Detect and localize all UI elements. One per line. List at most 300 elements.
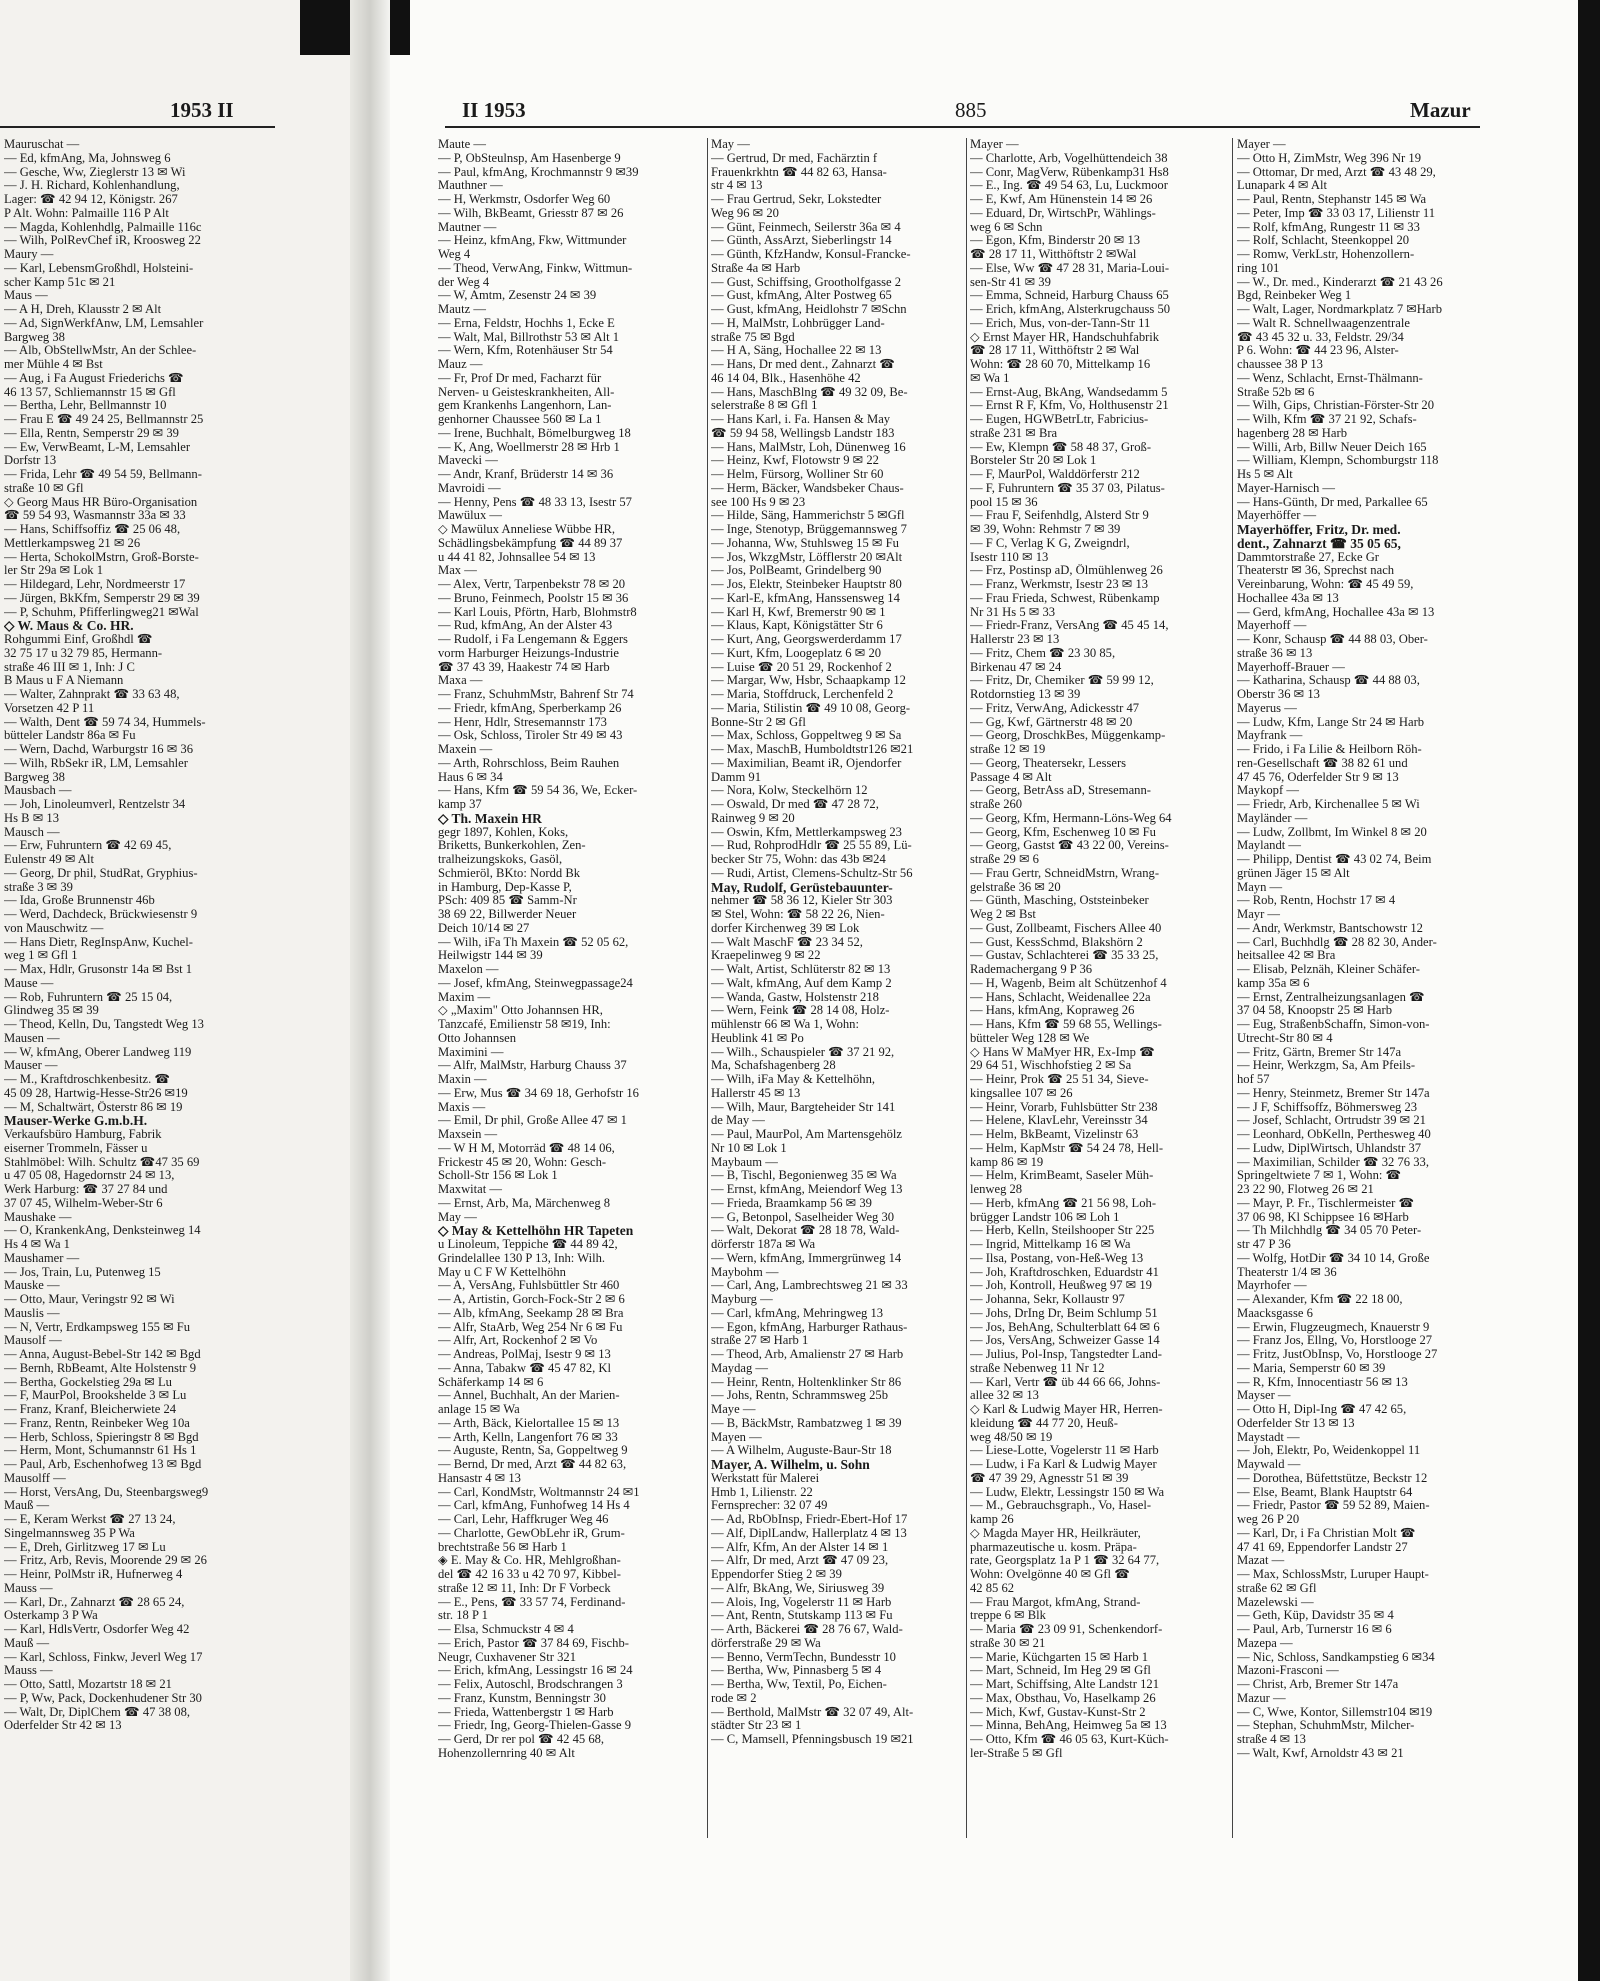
directory-line: — Oswin, Kfm, Mettlerkampsweg 23 — [711, 825, 902, 839]
directory-line: — Klaus, Kapt, Königstätter Str 6 — [711, 619, 883, 633]
directory-line: — Friedr, Ing, Georg-Thielen-Gasse 9 — [438, 1719, 632, 1733]
directory-line: Mayser — — [1237, 1389, 1291, 1403]
directory-line: Werk Harburg: ☎ 37 27 84 und — [4, 1183, 168, 1196]
directory-line: — B, BäckMstr, Rambatzweg 1 ✉ 39 — [711, 1416, 902, 1430]
directory-line: ☎ 43 45 32 u. 33, Feldstr. 29/34 — [1237, 330, 1404, 344]
directory-line: der Weg 4 — [438, 275, 490, 289]
directory-line: — Günth, Masching, Oststeinbeker — [970, 894, 1149, 908]
directory-line: — Paul, Rentn, Stephanstr 145 ✉ Wa — [1237, 193, 1427, 206]
directory-line: — Bertha, Ww, Textil, Po, Eichen- — [711, 1678, 887, 1691]
directory-line: — Herb, Schloss, Spieringstr 8 ✉ Bgd — [4, 1430, 199, 1444]
directory-line: Heublink 41 ✉ Po — [711, 1031, 804, 1045]
directory-line: — Geth, Küp, Davidstr 35 ✉ 4 — [1237, 1609, 1394, 1623]
directory-line: Stahlmöbel: Wilh. Schultz ☎47 35 69 — [4, 1155, 200, 1169]
directory-line: — Ella, Rentn, Semperstr 29 ✉ 39 — [4, 426, 179, 440]
directory-line: ◇ Mawülux Anneliese Wübbe HR, — [438, 523, 615, 536]
directory-line: — Alfr, Dr med, Arzt ☎ 47 09 23, — [711, 1554, 889, 1568]
directory-line: — Ludw, Elektr, Lessingstr 150 ✉ Wa — [970, 1485, 1165, 1499]
column-2 — [438, 138, 703, 1938]
directory-line: gem Krankenhs Langenhorn, Lan- — [438, 399, 612, 413]
directory-line: — Johs, Rentn, Schrammsweg 25b — [711, 1389, 889, 1403]
directory-line: Mausen — — [4, 1031, 60, 1045]
directory-line: — R, Kfm, Innocentiastr 56 ✉ 13 — [1237, 1375, 1408, 1389]
directory-line: — Joh, Elektr, Po, Weidenkoppel 11 — [1237, 1444, 1421, 1458]
directory-line: u Linoleum, Teppiche ☎ 44 89 42, — [438, 1238, 618, 1251]
directory-line: Theaterstr ✉ 36, Sprechst nach — [1237, 564, 1395, 578]
directory-line: — G, Betonpol, Saselheider Weg 30 — [711, 1210, 895, 1224]
directory-line: Wohn: ☎ 28 60 70, Mittelkamp 16 — [970, 358, 1151, 371]
directory-line: — Herb, kfmAng ☎ 21 56 98, Loh- — [970, 1196, 1157, 1210]
directory-line: Briketts, Bunkerkohlen, Zen- — [438, 839, 586, 853]
directory-line: — Arth, Kelln, Langenfort 76 ✉ 33 — [438, 1430, 618, 1444]
directory-line: dent., Zahnarzt ☎ 35 05 65, — [1237, 536, 1401, 551]
directory-line: ◇ W. Maus & Co. HR. — [4, 619, 134, 633]
directory-line: Mayer — — [1237, 138, 1286, 151]
directory-line: rode ✉ 2 — [711, 1691, 757, 1705]
directory-line: — Benno, VermTechn, Bundesstr 10 — [711, 1650, 896, 1664]
directory-line: — Maria ☎ 23 09 91, Schenkendorf- — [970, 1623, 1163, 1636]
directory-line: — Alfr, MalMstr, Harburg Chauss 37 — [438, 1059, 627, 1073]
directory-line: dörferstraße 29 ✉ Wa — [711, 1636, 821, 1650]
directory-line: — Conr, MagVerw, Rübenkamp31 Hs8 — [970, 165, 1169, 179]
directory-line: Maykopf — — [1237, 784, 1299, 798]
directory-line: Mausch — — [4, 825, 60, 839]
directory-line: — Inge, Stenotyp, Brüggemannsweg 7 — [711, 523, 907, 536]
directory-line: Oderfelder Str 42 ✉ 13 — [4, 1719, 122, 1733]
directory-line: — Fritz, JustObInsp, Vo, Horstlooge 27 — [1237, 1348, 1438, 1361]
directory-line: treppe 6 ✉ Blk — [970, 1609, 1046, 1623]
directory-line: — W., Dr. med., Kinderarzt ☎ 21 43 26 — [1237, 275, 1443, 289]
directory-line: scher Kamp 51c ✉ 21 — [4, 275, 116, 289]
directory-line: — Kurt, Kfm, Loogeplatz 6 ✉ 20 — [711, 646, 882, 660]
directory-line: — Aug, i Fa August Friederichs ☎ — [4, 371, 184, 385]
directory-line: kamp 37 — [438, 798, 482, 811]
directory-line: ☎ 59 54 93, Wasmannstr 33a ✉ 33 — [4, 509, 186, 523]
column-rule — [1232, 138, 1233, 1838]
directory-line: — Hans Karl, i. Fa. Hansen & May — [711, 413, 891, 426]
directory-line: — Frau Gertrud, Sekr, Lokstedter — [711, 193, 882, 206]
directory-line: Weg 2 ✉ Bst — [970, 908, 1036, 921]
directory-line: — Erich, Mus, von-der-Tann-Str 11 — [970, 316, 1151, 330]
directory-line: Glindweg 35 ✉ 39 — [4, 1004, 99, 1018]
directory-line: Mauthner — — [438, 179, 503, 193]
directory-line: 46 13 57, Schliemannstr 15 ✉ Gfl — [4, 385, 176, 399]
directory-line: Mauß — — [4, 1636, 50, 1650]
directory-line: — Karl, Dr., Zahnarzt ☎ 28 65 24, — [4, 1595, 185, 1609]
directory-line: — Henry, Steinmetz, Bremer Str 147a — [1237, 1086, 1430, 1100]
directory-line: — Ida, Große Brunnenstr 46b — [4, 894, 155, 908]
directory-line: Otto Johannsen — [438, 1031, 517, 1045]
directory-line: Mayerhöffer — — [1237, 509, 1317, 523]
directory-line: — Helm, KrimBeamt, Saseler Müh- — [970, 1169, 1154, 1183]
directory-line: 37 07 45, Wilhelm-Weber-Str 6 — [4, 1196, 163, 1210]
directory-line: — B, Tischl, Begonienweg 35 ✉ Wa — [711, 1169, 897, 1183]
directory-line: ◇ Georg Maus HR Büro-Organisation — [4, 495, 198, 509]
directory-line: — Hildegard, Lehr, Nordmeerstr 17 — [4, 578, 186, 591]
directory-line: — Herm, Mont, Schumannstr 61 Hs 1 — [4, 1444, 197, 1458]
directory-line: — K, Ang, Woellmerstr 28 ✉ Hrb 1 — [438, 440, 620, 454]
directory-line: — Hans, Dr med dent., Zahnarzt ☎ — [711, 358, 895, 371]
directory-line: Mayer, A. Wilhelm, u. Sohn — [711, 1458, 870, 1472]
directory-line: Mayen — — [711, 1430, 762, 1444]
column-3 — [711, 138, 963, 1938]
directory-line: Maximini — — [438, 1045, 504, 1059]
column-1 — [4, 138, 276, 1938]
directory-line: — Emma, Schneid, Harburg Chauss 65 — [970, 289, 1169, 303]
directory-line: u 47 05 08, Hagedornstr 24 ✉ 13, — [4, 1169, 175, 1183]
directory-line: — Rud, kfmAng, An der Alster 43 — [438, 619, 613, 633]
directory-line: Mawülux — — [438, 509, 503, 523]
directory-line: — Paul, kfmAng, Krochmannstr 9 ✉39 — [438, 165, 639, 179]
directory-line: — Georg, Theatersekr, Lessers — [970, 756, 1127, 770]
directory-line: brechtstraße 56 ✉ Harb 1 — [438, 1540, 567, 1554]
directory-line: — Ludw, Kfm, Lange Str 24 ✉ Harb — [1237, 715, 1425, 729]
directory-line: — Jos, Train, Lu, Putenweg 15 — [4, 1265, 161, 1279]
directory-line: Bargweg 38 — [4, 770, 65, 784]
directory-line: Hallerstr 23 ✉ 13 — [970, 633, 1060, 646]
directory-line: — Max, Hdlr, Grusonstr 14a ✉ Bst 1 — [4, 963, 193, 976]
directory-line: Nerven- u Geisteskrankheiten, All- — [438, 385, 615, 399]
directory-line: — Rob, Rentn, Hochstr 17 ✉ 4 — [1237, 894, 1396, 908]
directory-line: — Wilh., Schauspieler ☎ 37 21 92, — [711, 1045, 895, 1059]
directory-line: dörferstr 187a ✉ Wa — [711, 1238, 816, 1251]
directory-line: Maxein — — [438, 743, 493, 756]
directory-line: Weg 4 — [438, 248, 471, 261]
directory-line: — Bertha, Lehr, Bellmannstr 10 — [4, 399, 167, 413]
directory-line: — Eduard, Dr, WirtschPr, Wählings- — [970, 206, 1156, 220]
directory-line: — Eugen, HGWBetrLtr, Fabricius- — [970, 413, 1149, 426]
directory-line: — Ernst-Aug, BkAng, Wandsedamm 5 — [970, 385, 1168, 399]
directory-line: — Ingrid, Mittelkamp 16 ✉ Wa — [970, 1238, 1131, 1251]
directory-line: Isestr 110 ✉ 13 — [970, 550, 1049, 564]
directory-line: — Gust, Zollbeamt, Fischers Allee 40 — [970, 921, 1162, 935]
left-header-rule — [0, 126, 275, 128]
directory-line: Kraepelinweg 9 ✉ 22 — [711, 949, 821, 963]
directory-line: kingsallee 107 ✉ 26 — [970, 1086, 1073, 1100]
directory-line: Maushake — — [4, 1210, 72, 1224]
directory-line: — Max, Obsthau, Vo, Haselkamp 26 — [970, 1691, 1156, 1705]
directory-line: — Alfr, StaArb, Weg 254 Nr 6 ✉ Fu — [438, 1320, 623, 1334]
directory-line: — E, Keram Werkst ☎ 27 13 24, — [4, 1513, 176, 1526]
directory-line: — F, MaurPol, Walddörferstr 212 — [970, 468, 1140, 481]
directory-line: kamp 26 — [970, 1513, 1014, 1526]
directory-line: Mazat — — [1237, 1554, 1285, 1568]
directory-line: ◈ E. May & Co. HR, Mehlgroßhan- — [438, 1554, 621, 1568]
directory-line: — O, KrankenkAng, Denksteinweg 14 — [4, 1224, 201, 1238]
directory-line: — Jos, PolBeamt, Grindelberg 90 — [711, 564, 882, 578]
directory-line: — Paul, Arb, Turnerstr 16 ✉ 6 — [1237, 1623, 1392, 1636]
directory-line: — Alois, Ing, Vogelerstr 11 ✉ Harb — [711, 1595, 892, 1609]
directory-line: — Paul, Arb, Eschenhofweg 13 ✉ Bgd — [4, 1458, 202, 1471]
directory-line: — Karl, Vertr ☎ üb 44 66 66, Johns- — [970, 1375, 1161, 1389]
directory-line: Scholl-Str 156 ✉ Lok 1 — [438, 1169, 558, 1183]
directory-line: Bargweg 38 — [4, 330, 65, 344]
directory-line: — Ludw, Zollbmt, Im Winkel 8 ✉ 20 — [1237, 825, 1427, 839]
directory-line: Maylandt — — [1237, 839, 1302, 853]
directory-line: Mauske — — [4, 1279, 60, 1293]
directory-line: weg 26 P 20 — [1237, 1513, 1300, 1526]
directory-line: — Friedr, kfmAng, Sperberkamp 26 — [438, 701, 622, 715]
directory-line: — Josef, kfmAng, Steinwegpassage24 — [438, 976, 633, 990]
directory-line: — Hilde, Säng, Hammerichstr 5 ✉Gfl — [711, 509, 905, 523]
directory-line: — Bertha, Gockelstieg 29a ✉ Lu — [4, 1375, 172, 1389]
directory-line: — E, Kwf, Am Hünenstein 14 ✉ 26 — [970, 193, 1153, 206]
directory-line: ren-Gesellschaft ☎ 38 82 61 und — [1237, 756, 1408, 770]
directory-line: vorm Harburger Heizungs-Industrie — [438, 646, 619, 660]
directory-line: Maushamer — — [4, 1251, 80, 1265]
directory-line: — Wilh, iFa May & Kettelhöhn, — [711, 1073, 876, 1086]
directory-line: — Theod, VerwAng, Finkw, Wittmun- — [438, 261, 633, 275]
directory-line: weg 1 ✉ Gfl 1 — [4, 949, 78, 963]
directory-line: becker Str 75, Wohn: das 43b ✉24 — [711, 853, 886, 866]
directory-line: brügger Landstr 106 ✉ Loh 1 — [970, 1210, 1120, 1224]
directory-line: Wohn: Ovelgönne 40 ✉ Gfl ☎ — [970, 1568, 1130, 1581]
directory-line: Vereinbarung, Wohn: ☎ 45 49 59, — [1237, 578, 1414, 591]
directory-line: — Erich, kfmAng, Lessingstr 16 ✉ 24 — [438, 1664, 633, 1678]
directory-line: — Elisab, Pelznäh, Kleiner Schäfer- — [1237, 963, 1420, 976]
directory-line: — Luise ☎ 20 51 29, Rockenhof 2 — [711, 660, 892, 674]
directory-line: — Frau Frieda, Schwest, Rübenkamp — [970, 591, 1160, 605]
directory-line: Mauz — — [438, 358, 483, 371]
directory-line: — M., Kraftdroschkenbesitz. ☎ — [4, 1073, 171, 1086]
directory-line: — Irene, Buchhalt, Bömelburgweg 18 — [438, 426, 631, 440]
directory-line: — Hans, Kfm ☎ 59 54 36, We, Ecker- — [438, 784, 638, 798]
directory-line: straße 4 ✉ 13 — [1237, 1733, 1306, 1746]
directory-line: — M., Gebrauchsgraph., Vo, Hasel- — [970, 1499, 1152, 1513]
directory-line: PSch: 409 85 ☎ Samm-Nr — [438, 894, 577, 908]
directory-line: — Ad, SignWerkfAnw, LM, Lemsahler — [4, 316, 204, 330]
directory-line: — Max, Schloss, Goppeltweg 9 ✉ Sa — [711, 729, 902, 743]
directory-line: ☎ 59 94 58, Wellingsb Landstr 183 — [711, 426, 895, 440]
directory-line: Vorsetzen 42 P 11 — [4, 701, 95, 715]
directory-line: — Alexander, Kfm ☎ 22 18 00, — [1237, 1293, 1403, 1306]
directory-line: heitsallee 42 ✉ Bra — [1237, 949, 1336, 963]
directory-line: ◇ Karl & Ludwig Mayer HR, Herren- — [970, 1403, 1163, 1416]
directory-line: Maywald — — [1237, 1458, 1301, 1471]
directory-line: Mauser-Werke G.m.b.H. — [4, 1114, 148, 1128]
directory-line: — Heinr, Prok ☎ 25 51 34, Sieve- — [970, 1073, 1149, 1086]
directory-line: — Maximilian, Beamt iR, Ojendorfer — [711, 756, 902, 770]
column-5 — [1237, 138, 1480, 1938]
directory-line: — Jos, Elektr, Steinbeker Hauptstr 80 — [711, 578, 902, 591]
directory-line: — Bernd, Dr med, Arzt ☎ 44 82 63, — [438, 1458, 627, 1471]
directory-line: Eulenstr 49 ✉ Alt — [4, 853, 94, 866]
directory-line: Mautz — — [438, 303, 486, 316]
directory-line: weg 6 ✉ Schn — [970, 220, 1043, 234]
directory-line: Hs 4 ✉ Wa 1 — [4, 1238, 70, 1251]
directory-line: hagenberg 28 ✉ Harb — [1237, 426, 1347, 440]
directory-line: ☎ 47 39 29, Agnesstr 51 ✉ 39 — [970, 1471, 1129, 1485]
directory-line: Springeltwiete 7 ✉ 1, Wohn: ☎ — [1237, 1169, 1402, 1183]
directory-line: — Georg, BetrAss aD, Stresemann- — [970, 784, 1151, 798]
directory-line: Mayländer — — [1237, 811, 1308, 825]
directory-line: — Franz, Kunstm, Benningstr 30 — [438, 1691, 606, 1705]
directory-line: pharmazeutische u. kosm. Präpa- — [970, 1540, 1137, 1554]
directory-line: ◇ „Maxim" Otto Johannsen HR, — [438, 1004, 603, 1018]
directory-line: — Karl H, Kwf, Bremerstr 90 ✉ 1 — [711, 605, 886, 619]
directory-line: — Dorothea, Büfettstütze, Beckstr 12 — [1237, 1471, 1428, 1485]
directory-line: — Erich, Pastor ☎ 37 84 69, Fischb- — [438, 1636, 629, 1650]
directory-line: gegr 1897, Kohlen, Koks, — [438, 825, 569, 839]
directory-line: — Wolfg, HotDir ☎ 34 10 14, Große — [1237, 1251, 1430, 1265]
directory-line: — Else, Beamt, Blank Hauptstr 64 — [1237, 1485, 1413, 1499]
directory-line: — H A, Säng, Hochallee 22 ✉ 13 — [711, 344, 882, 358]
directory-line: — Otto, Maur, Veringstr 92 ✉ Wi — [4, 1293, 175, 1306]
directory-line: Rohgummi Einf, Großhdl ☎ — [4, 633, 153, 646]
directory-line: Maury — — [4, 248, 54, 261]
directory-line: — Frieda, Wattenbergstr 1 ✉ Harb — [438, 1705, 614, 1719]
directory-line: — Wern, Dachd, Warburgstr 16 ✉ 36 — [4, 743, 194, 756]
directory-line: — Leonhard, ObKelln, Perthesweg 40 — [1237, 1128, 1431, 1141]
directory-line: ◇ Ernst Mayer HR, Handschuhfabrik — [970, 330, 1160, 344]
directory-line: Mayn — — [1237, 880, 1283, 894]
directory-line: — E, Dreh, Girlitzweg 17 ✉ Lu — [4, 1540, 166, 1554]
directory-line: — Margar, Ww, Hsbr, Schaapkamp 12 — [711, 674, 906, 688]
directory-line: de May — — [711, 1114, 765, 1128]
directory-line: — N, Vertr, Erdkampsweg 155 ✉ Fu — [4, 1320, 191, 1334]
directory-line: — P, Ww, Pack, Dockenhudener Str 30 — [4, 1691, 202, 1705]
directory-line: — Wilh, BkBeamt, Griesstr 87 ✉ 26 — [438, 206, 624, 220]
directory-line: — Günt, Feinmech, Seilerstr 36a ✉ 4 — [711, 220, 901, 234]
directory-line: pool 15 ✉ 36 — [970, 495, 1038, 509]
directory-line: — Gust, KessSchmd, Blakshörn 2 — [970, 935, 1143, 949]
directory-line: — Maria, Stilistin ☎ 49 10 08, Georg- — [711, 701, 911, 715]
directory-line: — H, MalMstr, Lohbrügger Land- — [711, 316, 885, 330]
directory-line: Theaterstr 1/4 ✉ 36 — [1237, 1265, 1337, 1279]
directory-line: Dammtorstraße 27, Ecke Gr — [1237, 550, 1379, 564]
column-rule — [707, 138, 708, 1838]
directory-line: May — — [438, 1210, 477, 1224]
directory-line: — Erich, kfmAng, Alsterkrugchauss 50 — [970, 303, 1171, 316]
directory-line: — Friedr, Pastor ☎ 59 52 89, Maien- — [1237, 1499, 1430, 1513]
directory-line: — Nic, Schloss, Sandkampstieg 6 ✉34 — [1237, 1650, 1435, 1664]
directory-line: — Herm, Bäcker, Wandsbeker Chaus- — [711, 481, 904, 495]
directory-line: — Gerd, Dr rer pol ☎ 42 45 68, — [438, 1733, 605, 1746]
directory-line: — Johs, DrIng Dr, Beim Schlump 51 — [970, 1306, 1158, 1320]
directory-line: Mausolf — — [4, 1334, 62, 1348]
directory-line: Straße 52b ✉ 6 — [1237, 385, 1315, 399]
directory-line: Lager: ☎ 42 94 12, Königstr. 267 — [4, 193, 178, 206]
directory-line: Nr 10 ✉ Lok 1 — [711, 1141, 787, 1155]
directory-line: straße 10 ✉ Gfl — [4, 481, 84, 495]
directory-line: — Franz, Werkmstr, Isestr 23 ✉ 13 — [970, 578, 1149, 591]
left-page-header: 1953 II — [170, 98, 234, 122]
directory-line: 42 85 62 — [970, 1581, 1015, 1595]
directory-line: — Hans, MalMstr, Loh, Dünenweg 16 — [711, 440, 906, 454]
directory-line: Maye — — [711, 1403, 756, 1416]
directory-line: — Ed, kfmAng, Ma, Johnsweg 6 — [4, 151, 171, 165]
directory-line: — Otto, Kfm ☎ 46 05 63, Kurt-Küch- — [970, 1733, 1169, 1746]
directory-line: — Theod, Kelln, Du, Tangstedt Weg 13 — [4, 1018, 204, 1031]
directory-line: — Herb, Kelln, Steilshooper Str 225 — [970, 1224, 1155, 1238]
directory-line: — Nora, Kolw, Steckelhörn 12 — [711, 784, 868, 798]
directory-line: Maacksgasse 6 — [1237, 1306, 1313, 1320]
directory-line: — C, Mamsell, Pfenningsbusch 19 ✉21 — [711, 1733, 914, 1746]
directory-line: Tanzcafé, Emilienstr 58 ✉19, Inh: — [438, 1018, 611, 1031]
directory-line: Osterkamp 3 P Wa — [4, 1609, 98, 1623]
directory-line: — Gg, Kwf, Gärtnerstr 48 ✉ 20 — [970, 715, 1133, 729]
directory-line: — Kurt, Ang, Georgswerderdamm 17 — [711, 633, 902, 646]
directory-line: — Ad, RbObInsp, Friedr-Ebert-Hof 17 — [711, 1513, 908, 1526]
directory-line: — Arth, Rohrschloss, Beim Rauhen — [438, 756, 620, 770]
directory-line: — Horst, VersAng, Du, Steenbargsweg9 — [4, 1485, 209, 1499]
page-number: 885 — [955, 98, 987, 122]
directory-line: 47 45 76, Oderfelder Str 9 ✉ 13 — [1237, 770, 1399, 784]
directory-line: — Alfr, Kfm, An der Alster 14 ✉ 1 — [711, 1540, 889, 1554]
directory-line: Verkaufsbüro Hamburg, Fabrik — [4, 1128, 162, 1141]
directory-line: Maxis — — [438, 1100, 486, 1114]
directory-line: — P, Schuhm, Pfifferlingweg21 ✉Wal — [4, 605, 199, 619]
directory-line: eiserner Trommeln, Fässer u — [4, 1141, 148, 1155]
directory-line: — Mich, Kwf, Gustav-Kunst-Str 2 — [970, 1705, 1146, 1719]
directory-line: Mauser — — [4, 1059, 58, 1073]
directory-line: Max — — [438, 564, 477, 578]
directory-line: — Willi, Arb, Billw Neuer Deich 165 — [1237, 440, 1427, 454]
directory-line: — Wern, kfmAng, Immergrünweg 14 — [711, 1251, 902, 1265]
directory-line: — Friedr-Franz, VersAng ☎ 45 45 14, — [970, 619, 1169, 633]
directory-line: — Carl, KondMstr, Woltmannstr 24 ✉1 — [438, 1485, 640, 1499]
directory-line: Mautner — — [438, 220, 497, 234]
directory-line: — Walt, Dekorat ☎ 28 18 78, Wald- — [711, 1224, 900, 1238]
directory-line: 32 75 17 u 32 79 85, Hermann- — [4, 646, 163, 660]
directory-line: — Josef, Schlacht, Ortrudstr 39 ✉ 21 — [1237, 1114, 1426, 1128]
directory-line: grünen Jäger 15 ✉ Alt — [1237, 866, 1350, 880]
directory-line: — Johanna, Sekr, Kollaustr 97 — [970, 1293, 1125, 1306]
directory-line: Maystadt — — [1237, 1430, 1300, 1444]
directory-line: straße 12 ✉ 19 — [970, 743, 1046, 756]
directory-line: — Frau Gertr, SchneidMstrn, Wrang- — [970, 866, 1160, 880]
directory-line: Maus — — [4, 289, 48, 303]
directory-line: straße 3 ✉ 39 — [4, 880, 73, 894]
directory-line: — Rob, Fuhruntern ☎ 25 15 04, — [4, 990, 173, 1004]
directory-line: rate, Georgsplatz 1a P 1 ☎ 32 64 77, — [970, 1554, 1160, 1568]
directory-line: Hochallee 43a ✉ 13 — [1237, 591, 1339, 605]
directory-line: — Carl, Buchhdlg ☎ 28 82 30, Ander- — [1237, 935, 1437, 949]
directory-line: — Bruno, Feinmech, Poolstr 15 ✉ 36 — [438, 591, 629, 605]
directory-line: — Ludw, DiplWirtsch, Uhlandstr 37 — [1237, 1141, 1422, 1155]
column-4 — [970, 138, 1229, 1938]
directory-line: 38 69 22, Billwerder Neuer — [438, 908, 577, 921]
directory-line: ler-Straße 5 ✉ Gfl — [970, 1746, 1063, 1760]
directory-line: Oberstr 36 ✉ 13 — [1237, 688, 1320, 701]
directory-line: — Karl, Dr, i Fa Christian Molt ☎ — [1237, 1526, 1416, 1540]
directory-line: — Maximilian, Schilder ☎ 32 76 33, — [1237, 1155, 1429, 1169]
directory-line: — Walt, Dr, DiplChem ☎ 47 38 08, — [4, 1705, 191, 1719]
directory-line: P 6. Wohn: ☎ 44 23 96, Alster- — [1237, 344, 1399, 358]
directory-line: — W, Amtm, Zesenstr 24 ✉ 39 — [438, 289, 597, 303]
directory-line: Hallerstr 45 ✉ 13 — [711, 1086, 801, 1100]
directory-line: — Alfr, BkAng, We, Siriusweg 39 — [711, 1581, 885, 1595]
directory-line: — Erw, Fuhruntern ☎ 42 69 45, — [4, 839, 172, 853]
directory-line: — Friedr, Arb, Kirchenallee 5 ✉ Wi — [1237, 798, 1420, 811]
directory-line: — Ottomar, Dr med, Arzt ☎ 43 48 29, — [1237, 165, 1436, 179]
directory-line: straße 36 ✉ 13 — [1237, 646, 1313, 660]
directory-line: — W H M, Motorräd ☎ 48 14 06, — [438, 1141, 615, 1155]
directory-line: — Heinz, Kwf, Flotowstr 9 ✉ 22 — [711, 454, 879, 468]
directory-line: in Hamburg, Dep-Kasse P, — [438, 880, 572, 894]
directory-line: — Egon, kfmAng, Harburger Rathaus- — [711, 1320, 908, 1334]
directory-line: — Herta, SchokolMstrn, Groß-Borste- — [4, 550, 199, 564]
directory-line: — Rudi, Artist, Clemens-Schultz-Str 56 — [711, 866, 913, 880]
directory-line: weg 48/50 ✉ 19 — [970, 1430, 1053, 1444]
directory-line: ring 101 — [1237, 261, 1280, 275]
directory-line: Hansastr 4 ✉ 13 — [438, 1471, 521, 1485]
directory-line: — Karl, Schloss, Finkw, Jeverl Weg 17 — [4, 1650, 203, 1664]
directory-line: — Max, SchlossMstr, Luruper Haupt- — [1237, 1568, 1429, 1581]
directory-line: — Max, MaschB, Humboldtstr126 ✉21 — [711, 743, 914, 756]
directory-line: — Franz, Kranf, Bleicherwiete 24 — [4, 1403, 177, 1416]
directory-line: see 100 Hs 9 ✉ 23 — [711, 495, 806, 509]
